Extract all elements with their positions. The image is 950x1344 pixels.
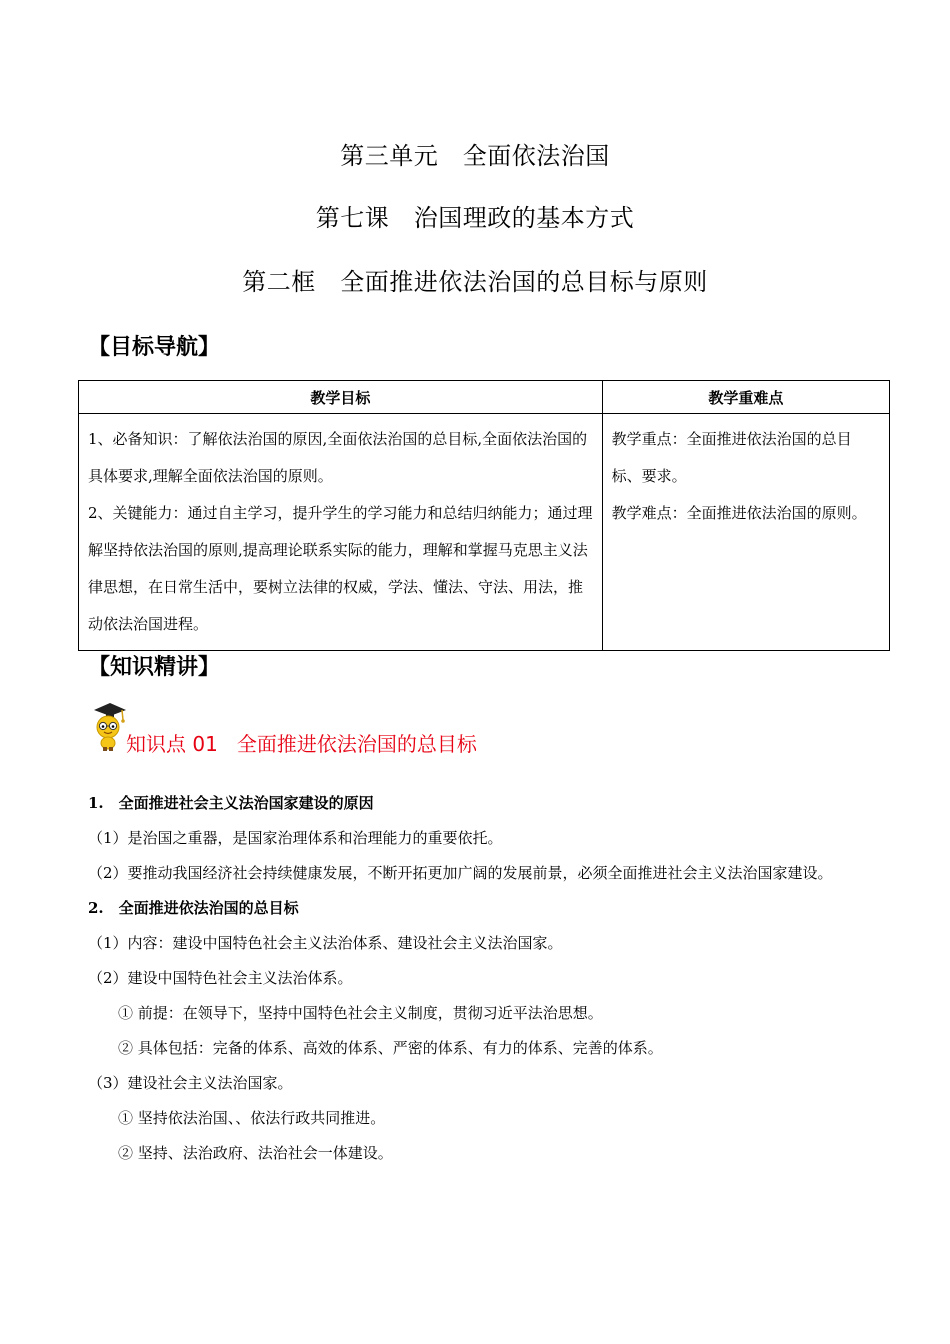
lesson-title: 第七课 治国理政的基本方式	[315, 204, 635, 232]
paragraph: （1）是治国之重器，是国家治理体系和治理能力的重要依托。	[88, 829, 503, 847]
subheading-reasons: 1. 全面推进社会主义法治国家建设的原因	[88, 794, 374, 812]
table-header-row	[79, 381, 890, 414]
col1-header: 教学目标	[79, 381, 603, 414]
difficult-point-item: 教学难点：全面推进依法治国的原则。	[611, 504, 867, 522]
section-title: 第二框 全面推进依法治国的总目标与原则	[242, 268, 708, 296]
list-item: ① 前提：在领导下，坚持中国特色社会主义制度，贯彻习近平法治思想。	[118, 1004, 603, 1022]
knowledge-point-header	[88, 700, 688, 756]
teaching-goals-cell	[79, 414, 603, 651]
content-body	[88, 786, 878, 1171]
paragraph: （2）要推动我国经济社会持续健康发展，不断开拓更加广阔的发展前景，必须全面推进社会主义法治国家建设。	[88, 864, 833, 882]
knowledge-point-name: 全面推进依法治国的总目标	[236, 732, 477, 756]
subheading-goal: 2. 全面推进依法治国的总目标	[88, 899, 299, 917]
list-item: ② 坚持、法治政府、法治社会一体建设。	[118, 1144, 393, 1162]
nav-heading: 【目标导航】	[88, 335, 221, 360]
goal-item: 1、必备知识：了解依法治国的原因,全面依法治国的总目标,全面依法治国的具体要求,理解全面依法治国的原则。	[88, 430, 588, 485]
paragraph: （1）内容：建设中国特色社会主义法治体系、建设社会主义法治国家。	[88, 934, 563, 952]
list-item: ② 具体包括：完备的体系、高效的体系、严密的体系、有力的体系、完善的体系。	[118, 1039, 663, 1057]
unit-title: 第三单元 全面依法治国	[340, 142, 610, 170]
key-points-cell	[602, 414, 889, 651]
knowledge-heading: 【知识精讲】	[88, 655, 221, 680]
goal-item: 2、关键能力：通过自主学习，提升学生的学习能力和总结归纳能力；通过理解坚持依法治国的原则,提高理论联系实际的能力，理解和掌握马克思主义法律思想，在日常生活中，要树立法律的权威，学法、懂法、守法、用法，推动依法治国进程。	[88, 504, 593, 633]
knowledge-point-title	[126, 728, 477, 757]
col2-header: 教学重难点	[602, 381, 889, 414]
paragraph: （2）建设中国特色社会主义法治体系。	[88, 969, 353, 987]
goals-table	[78, 380, 890, 651]
student-mascot-icon	[88, 700, 128, 752]
list-item: ① 坚持依法治国、、依法行政共同推进。	[118, 1109, 386, 1127]
key-point-item: 教学重点：全面推进依法治国的总目标、要求。	[611, 430, 852, 485]
table-row	[79, 414, 890, 651]
knowledge-point-label: 知识点 01	[126, 732, 218, 756]
paragraph: （3）建设社会主义法治国家。	[88, 1074, 293, 1092]
